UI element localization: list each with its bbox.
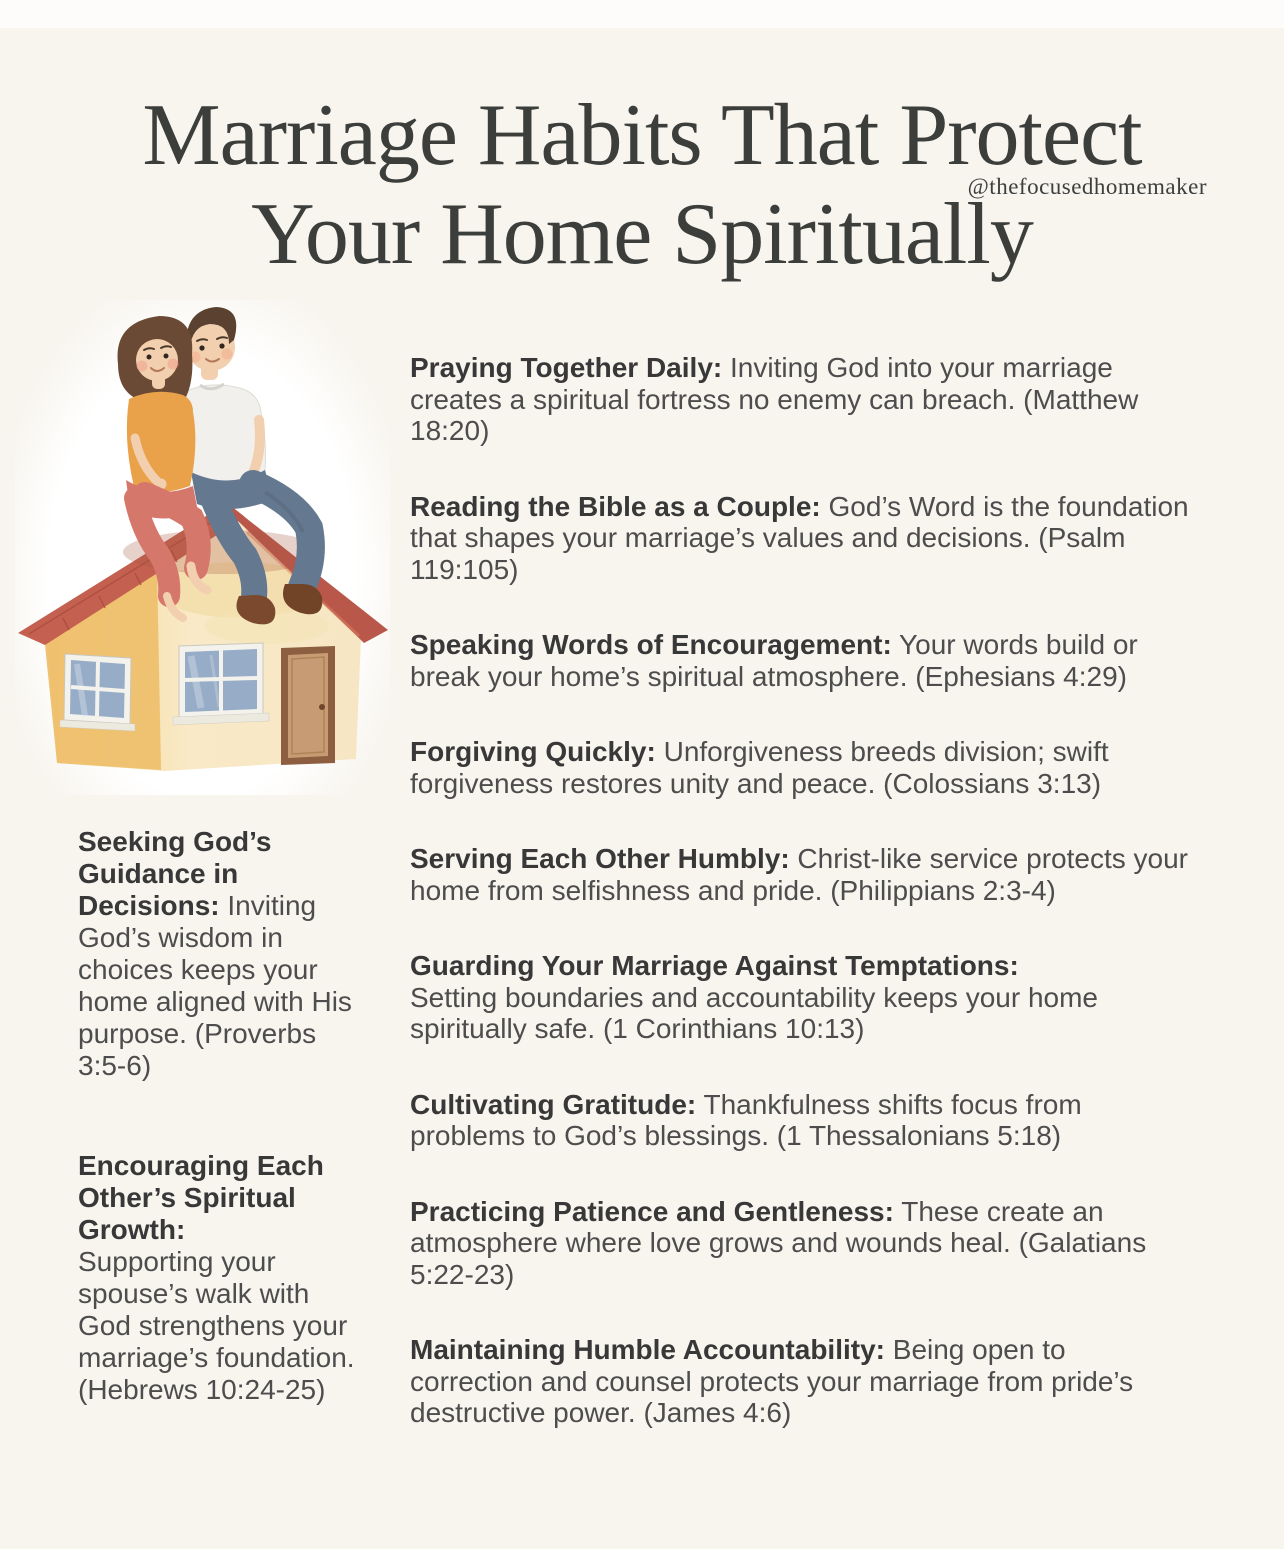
habit-body: Supporting your spouse’s walk with God strengthens your marriage’s foundation. (Hebrews 10:24-25): [78, 1246, 355, 1405]
couple-on-house-svg: [15, 300, 390, 795]
habit-title: Praying Together Daily:: [410, 352, 723, 383]
habit-body: God’s Word is the foundation that shapes your marriage’s values and decisions. (Psalm 119:105): [410, 490, 1189, 585]
right-text-column: [410, 352, 1195, 1473]
man-eye-right: [219, 343, 224, 348]
page-title-line1: Marriage Habits That Protect: [142, 87, 1142, 184]
habit-speaking-encouragement: [410, 629, 1195, 692]
habit-practicing-patience: [410, 1196, 1195, 1291]
top-highlight-strip: [0, 0, 1284, 28]
window-front: [173, 643, 269, 725]
habit-title: Speaking Words of Encouragement:: [410, 629, 892, 660]
door: [281, 646, 335, 765]
habit-body: Thankfulness shifts focus from problems to God’s blessings. (1 Thessalonians 5:18): [410, 1088, 1082, 1151]
habit-title: Encouraging Each Other’s Spiritual Growth:: [78, 1150, 324, 1245]
habit-body: Christ-like service protects your home from selfishness and pride. (Philippians 2:3-4): [410, 843, 1188, 906]
habit-body: These create an atmosphere where love grows and wounds heal. (Galatians 5:22-23): [410, 1195, 1147, 1290]
couple-on-house-illustration: [15, 300, 390, 795]
left-text-column: [78, 826, 356, 1474]
habit-body: Inviting God’s wisdom in choices keeps your home aligned with His purpose. (Proverbs 3:5-6): [78, 890, 352, 1081]
habit-humble-accountability: [410, 1334, 1195, 1429]
page-title-line2: Your Home Spiritually: [251, 186, 1033, 283]
author-handle: @thefocusedhomemaker: [967, 174, 1207, 199]
habit-seeking-guidance: [78, 826, 356, 1082]
habit-body: Unforgiveness breeds division; swift forgiveness restores unity and peace. (Colossians 3:13): [410, 736, 1109, 799]
woman-eye-left: [147, 355, 152, 360]
habit-reading-bible: [410, 491, 1195, 586]
man-eye-left: [199, 345, 204, 350]
habit-body: Being open to correction and counsel protects your marriage from pride’s destructive power. (James 4:6): [410, 1334, 1134, 1428]
woman-eye-right: [164, 354, 169, 359]
habit-title: Guarding Your Marriage Against Temptations:: [410, 950, 1019, 981]
habit-cultivating-gratitude: [410, 1089, 1195, 1152]
habit-title: Maintaining Humble Accountability:: [410, 1334, 885, 1365]
habit-guarding-marriage: [410, 950, 1195, 1045]
habit-title: Cultivating Gratitude:: [410, 1088, 697, 1120]
habit-praying-daily: [410, 352, 1195, 447]
habit-serving-humbly: [410, 843, 1195, 906]
habit-title: Reading the Bible as a Couple:: [410, 490, 821, 522]
habit-body: Your words build or break your home’s spiritual atmosphere. (Ephesians 4:29): [410, 629, 1138, 692]
habit-body: Setting boundaries and accountability keeps your home spiritually safe. (1 Corinthians 10:13): [410, 981, 1098, 1044]
habit-body: Inviting God into your marriage creates a spiritual fortress no enemy can breach. (Matthew 18:20): [410, 352, 1139, 446]
habit-title: Forgiving Quickly:: [410, 736, 656, 767]
habit-title: Practicing Patience and Gentleness:: [410, 1195, 894, 1227]
habit-title: Seeking God’s Guidance in Decisions:: [78, 826, 272, 921]
habit-title: Serving Each Other Humbly:: [410, 843, 790, 874]
habit-forgiving-quickly: [410, 736, 1195, 799]
habit-encouraging-growth: [78, 1150, 356, 1406]
door-knob: [319, 704, 325, 710]
window-left: [60, 654, 135, 731]
